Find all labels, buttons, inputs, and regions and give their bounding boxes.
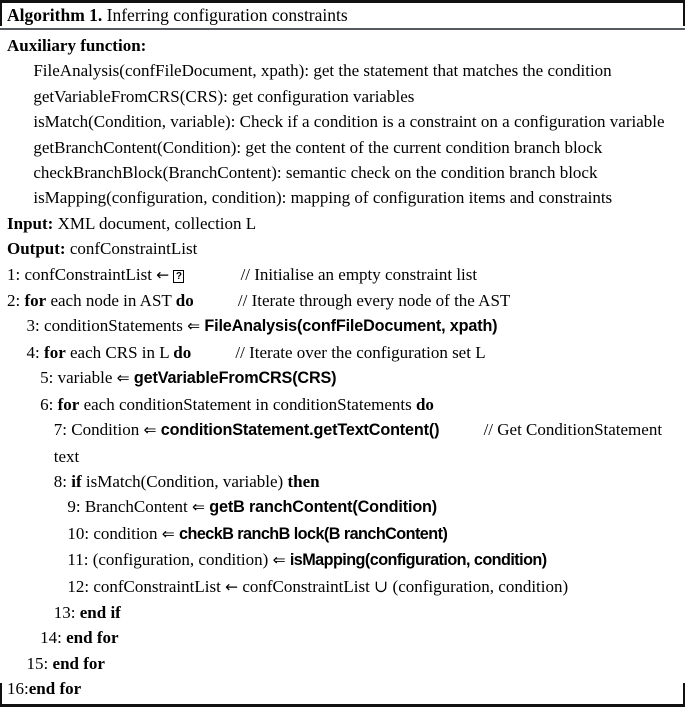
step-9-number: 9:: [67, 497, 81, 517]
step-1-comment: // Initialise an empty constraint list: [240, 264, 478, 284]
auxiliary-function-3: isMatch(Condition, variable): Check if a condition is a constraint on a configuration variable: [33, 112, 665, 132]
step-6-keyword-do: do: [415, 394, 434, 414]
step-8-text: isMatch(Condition, variable): [81, 471, 288, 491]
step-13-number: 13:: [53, 602, 76, 622]
step-2: [7, 288, 681, 313]
step-14-keyword: end for: [66, 628, 119, 648]
step-1-target: confConstraintList: [20, 264, 157, 284]
step-3-target: conditionStatements: [39, 316, 188, 336]
step-10: [7, 521, 681, 547]
step-10-call: checkB ranchB lock(B ranchContent): [179, 524, 448, 543]
step-4-comment: // Iterate over the configuration set L: [235, 342, 486, 362]
step-10-target: condition: [89, 523, 162, 543]
step-5-number: 5:: [40, 368, 54, 388]
step-6-keyword-for: for: [57, 394, 80, 414]
step-16: [7, 676, 681, 701]
step-7-call: conditionStatement.getTextContent(): [160, 421, 440, 440]
step-1: [7, 262, 681, 288]
output-label: Output:: [7, 239, 66, 259]
step-9-target: BranchContent: [80, 497, 192, 517]
step-12-number: 12:: [67, 576, 90, 596]
step-14: [7, 625, 681, 650]
result-arrow-icon: ⇐: [161, 524, 175, 543]
auxiliary-heading: Auxiliary function:: [7, 36, 147, 55]
algorithm-title: [0, 3, 685, 28]
step-16-number: 16:: [7, 679, 29, 699]
step-6-number: 6:: [40, 394, 54, 414]
step-6-text: each conditionStatement in conditionStatements: [79, 394, 416, 414]
step-3-call: FileAnalysis(confFileDocument, xpath): [204, 317, 498, 336]
step-7-target: Condition: [66, 420, 144, 440]
step-2-keyword-do: do: [175, 291, 194, 311]
step-3: [7, 313, 681, 339]
step-11-target: (configuration, condition): [88, 550, 273, 570]
step-13-keyword: end if: [79, 602, 121, 622]
step-2-number: 2:: [7, 291, 21, 311]
step-15: [7, 651, 681, 676]
step-4-text: each CRS in L: [65, 342, 174, 362]
input-label: Input:: [7, 213, 54, 233]
step-9: [7, 494, 681, 520]
step-7: [7, 417, 681, 469]
auxiliary-function-6: isMapping(configuration, condition): mapping of configuration items and constraints: [33, 188, 613, 208]
algorithm-title-number: Algorithm 1.: [7, 5, 103, 25]
frame-stub-top-left: [0, 0, 2, 26]
auxiliary-function-4: getBranchContent(Condition): get the content of the current condition branch block: [33, 137, 603, 157]
step-16-keyword: end for: [28, 679, 82, 699]
result-arrow-icon: ⇐: [187, 317, 201, 336]
result-arrow-icon: ⇐: [272, 551, 286, 570]
step-4-number: 4:: [26, 342, 40, 362]
step-11: [7, 547, 681, 573]
algorithm-title-text: Inferring configuration constraints: [102, 5, 348, 25]
step-15-keyword: end for: [52, 653, 105, 673]
assign-arrow-icon: ←: [225, 577, 239, 596]
step-5-target: variable: [53, 368, 117, 388]
step-8: [7, 469, 681, 494]
assign-arrow-icon: ←: [156, 265, 170, 284]
step-12: [7, 574, 681, 600]
step-14-number: 14:: [40, 628, 62, 648]
step-4-keyword-for: for: [44, 342, 66, 362]
step-5: [7, 365, 681, 391]
step-2-keyword-for: for: [24, 291, 47, 311]
step-6: [7, 392, 681, 417]
result-arrow-icon: ⇐: [192, 498, 205, 517]
algorithm-body: [0, 30, 685, 704]
auxiliary-function-2: getVariableFromCRS(CRS): get configuration variables: [33, 86, 415, 106]
step-2-text: each node in AST: [46, 291, 176, 311]
result-arrow-icon: ⇐: [143, 421, 157, 440]
auxiliary-function-1: FileAnalysis(confFileDocument, xpath): get the statement that matches the condition: [33, 61, 612, 81]
result-arrow-icon: ⇐: [116, 369, 130, 388]
step-7-number: 7:: [53, 420, 67, 440]
step-2-comment: // Iterate through every node of the AST: [237, 291, 511, 311]
input-value: XML document, collection L: [53, 213, 257, 233]
output-value: confConstraintList: [65, 239, 198, 259]
step-5-call: getVariableFromCRS(CRS): [133, 369, 337, 388]
step-8-number: 8:: [53, 471, 67, 491]
step-15-number: 15:: [26, 653, 49, 673]
step-8-keyword-if: if: [71, 471, 82, 491]
frame-rule-bottom: [0, 704, 685, 707]
step-11-number: 11:: [67, 550, 89, 570]
step-8-keyword-then: then: [287, 471, 320, 491]
step-12-target: confConstraintList: [89, 576, 226, 596]
step-12-rest: confConstraintList ∪ (configuration, condition): [238, 576, 569, 596]
input-line: [7, 211, 681, 236]
frame-stub-bottom-left: [0, 683, 2, 707]
step-4: [7, 340, 681, 365]
step-11-call: isMapping(configuration, condition): [289, 551, 547, 570]
step-13: [7, 600, 681, 625]
step-9-call: getB ranchContent(Condition): [209, 498, 438, 517]
step-10-number: 10:: [67, 523, 90, 543]
output-line: [7, 236, 681, 261]
auxiliary-function-5: checkBranchBlock(BranchContent): semantic check on the condition branch block: [33, 163, 598, 183]
step-7-comment: // Get ConditionStatement text: [53, 420, 663, 466]
step-4-keyword-do: do: [173, 342, 192, 362]
step-3-number: 3:: [26, 316, 40, 336]
step-1-number: 1:: [7, 264, 21, 284]
missing-glyph-icon: ?: [173, 270, 184, 283]
